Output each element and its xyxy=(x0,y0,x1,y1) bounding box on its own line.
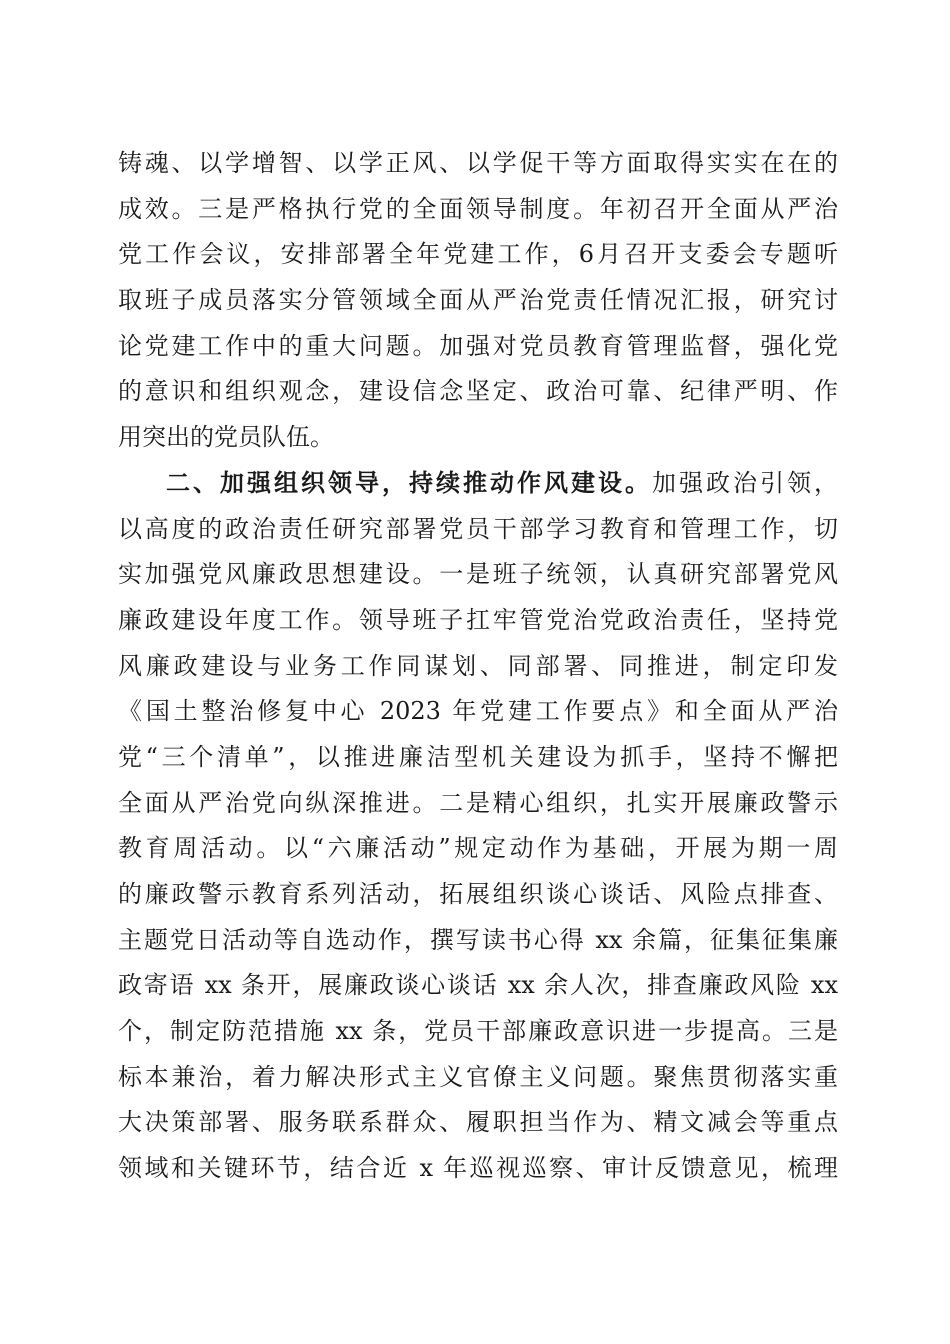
section-heading-line xyxy=(118,461,838,507)
paragraph-line: 风廉政建设与业务工作同谋划、同部署、同推进，制定印发 xyxy=(118,651,838,680)
paragraph-line: 大决策部署、服务联系群众、履职担当作为、精文减会等重点 xyxy=(118,1108,838,1137)
paragraph-line: 以高度的政治责任研究部署党员干部学习教育和管理工作，切 xyxy=(118,514,838,543)
paragraph-line: 成效。三是严格执行党的全面领导制度。年初召开全面从严治 xyxy=(118,194,838,223)
paragraph-line: 《国土整治修复中心 2023 年党建工作要点》和全面从严治 xyxy=(118,697,838,726)
paragraph-line: 领域和关键环节，结合近 x 年巡视巡察、审计反馈意见，梳理 xyxy=(118,1154,838,1183)
paragraph-line: 用突出的党员队伍。 xyxy=(118,423,334,452)
paragraph-line: 个，制定防范措施 xx 条，党员干部廉政意识进一步提高。三是 xyxy=(118,1017,838,1046)
paragraph-line: 论党建工作中的重大问题。加强对党员教育管理监督，强化党 xyxy=(118,331,838,360)
paragraph-line: 廉政建设年度工作。领导班子扛牢管党治党政治责任，坚持党 xyxy=(118,605,838,634)
paragraph-line: 实加强党风廉政思想建设。一是班子统领，认真研究部署党风 xyxy=(118,560,838,589)
section-heading-rest: 加强政治引领， xyxy=(652,468,838,497)
paragraph-line: 主题党日活动等自选动作，撰写读书心得 xx 余篇，征集征集廉 xyxy=(118,925,838,954)
paragraph-line: 党“三个清单”，以推进廉洁型机关建设为抓手，坚持不懈把 xyxy=(118,742,838,771)
paragraph-line: 党工作会议，安排部署全年党建工作，6月召开支委会专题听 xyxy=(118,240,838,269)
paragraph-line: 的廉政警示教育系列活动，拓展组织谈心谈话、风险点排查、 xyxy=(118,880,838,908)
paragraph-line: 政寄语 xx 条开，展廉政谈心谈话 xx 余人次，排查廉政风险 xx xyxy=(118,971,838,1000)
paragraph-line: 铸魂、以学增智、以学正风、以学促干等方面取得实实在在的 xyxy=(118,149,838,177)
document-body xyxy=(118,141,838,1192)
paragraph-line: 教育周活动。以“六廉活动”规定动作为基础，开展为期一周 xyxy=(118,834,838,863)
paragraph-line: 全面从严治党向纵深推进。二是精心组织，扎实开展廉政警示 xyxy=(118,788,838,817)
paragraph-line: 的意识和组织观念，建设信念坚定、政治可靠、纪律严明、作 xyxy=(118,377,838,406)
section-heading: 二、加强组织领导，持续推动作风建设。 xyxy=(166,468,652,497)
paragraph-line: 标本兼治，着力解决形式主义官僚主义问题。聚焦贯彻落实重 xyxy=(118,1062,838,1091)
paragraph-line: 取班子成员落实分管领域全面从严治党责任情况汇报，研究讨 xyxy=(118,286,838,315)
